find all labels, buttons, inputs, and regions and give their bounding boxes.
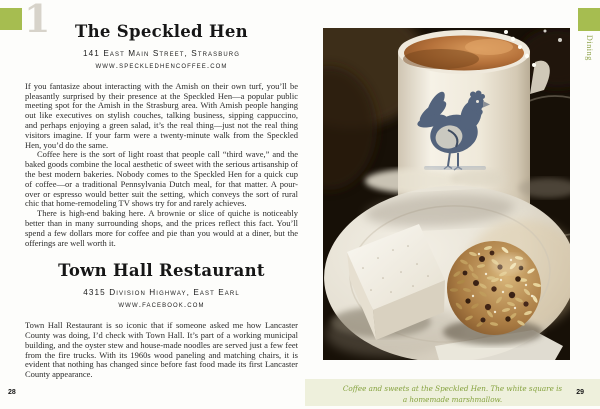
entry-title: Town Hall Restaurant — [58, 261, 265, 281]
entry-title: The Speckled Hen — [75, 22, 248, 41]
speckled-hen-photo — [323, 28, 570, 360]
entry-website: www.facebook.com — [118, 300, 205, 310]
chapter-number: 1 — [24, 0, 51, 41]
entry-contact-block — [25, 287, 298, 311]
entry-paragraph: Town Hall Restaurant is so iconic that if someone asked me how Lancaster County was doing, I’d check with Town Hall. It’s part of a working municipal building, and the oyster stew and house-made noodles are served just a few feet from the fire trucks. With its 1960s wood paneling and matching chairs, it is evident that nothing has changed since before fast food made its first Lancaster County appearance. — [25, 320, 298, 380]
entry-town-hall — [25, 261, 298, 380]
section-tab-label: Dining — [585, 35, 594, 61]
chapter-accent-square — [0, 8, 22, 30]
left-page-number: 28 — [8, 389, 16, 396]
entry-address: 4315 Division Highway, East Earl — [83, 288, 240, 298]
caption-bar — [305, 379, 600, 406]
entry-paragraph: Coffee here is the sort of light roast that people call “third wave,” and the baked goods combine the local aesthetic of sweet with the serious artisanship of the best modern bakeries. Nobody comes to the Speckled Hen for a quick cup of coffee—or a traditional Pennsylvania Dutch meal, for that matter. A pour-over or espresso would better suit the setting, which conveys the sort of rural chic that home-remodeling TV shows try for and rarely achieves. — [25, 149, 298, 209]
photo-caption: Coffee and sweets at the Speckled Hen. The white square is a homemade marshmallow. — [342, 384, 563, 405]
photo-illustration — [323, 28, 570, 360]
section-tab-square — [578, 8, 600, 31]
entry-paragraph: There is high-end baking here. A brownie or slice of quiche is noticeably better than in many surrounding shops, and the prices reflect this fact. You’ll spend a few dollars more for coffee and pie than you would at a diner, but the offerings are well worth it. — [25, 208, 298, 248]
right-page-number: 29 — [576, 389, 584, 396]
left-page — [25, 22, 298, 380]
entry-contact-block — [25, 48, 298, 72]
entry-website: www.speckledhencoffee.com — [95, 60, 228, 70]
entry-speckled-hen — [25, 22, 298, 248]
entry-address: 141 East Main Street, Strasburg — [82, 49, 240, 58]
entry-paragraph: If you fantasize about interacting with the Amish on their own turf, you’ll be pleasantly surprised by their presence at the Speckled Hen—a popular public meeting spot for the Amish in the Strasburg area. With Amish people hanging out like executives on stylish couches, talking business, sipping cappuccino, and perhaps enjoying a green salad, it’s the real thing—just not the real thing visitors imagine. If your farm were a twenty-minute walk from the Speckled Hen, you’d do the same. — [25, 80, 298, 150]
